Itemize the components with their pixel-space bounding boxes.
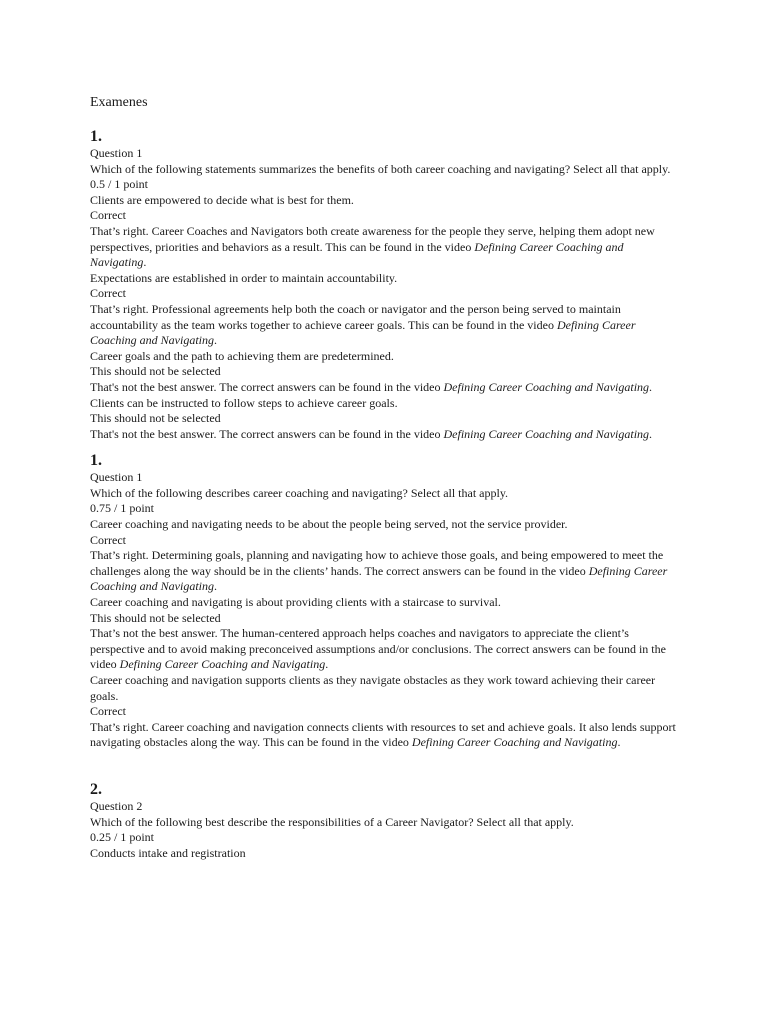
- feedback-end: .: [649, 379, 653, 394]
- video-title: Defining Career Coaching and Navigating: [90, 239, 624, 270]
- video-title: Defining Career Coaching and Navigating: [119, 657, 326, 672]
- video-title: Defining Career Coaching and Navigating: [90, 317, 636, 348]
- question-label: Question 1: [90, 146, 143, 160]
- feedback-text: That's not the best answer. The correct answers can be found in the video: [90, 426, 444, 441]
- feedback-text: That’s not the best answer. The human-centered approach helps coaches and navigators to appreciate the client’s perspective and to avoid making preconceived assumptions and/or conclusions. The correct answers can be found in the video: [90, 626, 666, 672]
- question-prompt: Which of the following statements summarizes the benefits of both career coaching and navigating? Select all that apply.: [90, 161, 671, 176]
- question-label: Question 2: [90, 798, 143, 813]
- answer-feedback: [90, 380, 680, 396]
- video-title: Defining Career Coaching and Navigating: [443, 426, 650, 441]
- answer-status: This should not be selected: [90, 411, 221, 426]
- answer-option: Career goals and the path to achieving them are predetermined.: [90, 348, 394, 363]
- answer-option: Career coaching and navigating is about providing clients with a staircase to survival.: [90, 595, 501, 610]
- spacer: [90, 751, 680, 781]
- answer-feedback: [90, 548, 680, 595]
- question-block: [90, 781, 680, 861]
- video-title: Defining Career Coaching and Navigating: [443, 379, 650, 394]
- question-number: 2.: [90, 780, 102, 798]
- feedback-text: That’s right. Career coaching and navigation connects clients with resources to set and achieve goals. It also lends support navigating obstacles along the way. This can be found in the video: [90, 719, 676, 750]
- feedback-text: That’s right. Professional agreements help both the coach or navigator and the person being served to maintain accountability as the team works together to achieve career goals. This can be found in the video: [90, 301, 621, 332]
- answer-option: Career coaching and navigating needs to be about the people being served, not the service provider.: [90, 517, 568, 532]
- answer-option: Expectations are established in order to maintain accountability.: [90, 270, 398, 285]
- answer-feedback: [90, 626, 680, 673]
- question-prompt: Which of the following describes career coaching and navigating? Select all that apply.: [90, 485, 509, 500]
- answer-feedback: [90, 427, 680, 443]
- answer-option: Conducts intake and registration: [90, 845, 246, 860]
- answer-option: Clients are empowered to decide what is best for them.: [90, 192, 354, 207]
- answer-feedback: [90, 224, 680, 271]
- video-title: Defining Career Coaching and Navigating: [90, 563, 668, 594]
- feedback-text: That's not the best answer. The correct answers can be found in the video: [90, 379, 444, 394]
- question-label: Question 1: [90, 470, 143, 485]
- question-number: 1.: [90, 128, 102, 145]
- question-number: 1.: [90, 452, 102, 470]
- question-score: 0.5 / 1 point: [90, 177, 149, 192]
- feedback-end: .: [325, 657, 329, 672]
- answer-status: This should not be selected: [90, 610, 221, 625]
- answer-option: Clients can be instructed to follow steps to achieve career goals.: [90, 395, 398, 410]
- feedback-end: .: [617, 735, 621, 750]
- feedback-text: That’s right. Career Coaches and Navigators both create awareness for the people they serve, helping them adopt new perspectives, priorities and behaviors as a result. This can be found in the video: [90, 223, 655, 254]
- feedback-end: .: [143, 255, 147, 270]
- document-title: Examenes: [90, 95, 148, 110]
- video-title: Defining Career Coaching and Navigating: [411, 735, 618, 750]
- feedback-text: That’s right. Determining goals, planning and navigating how to achieve those goals, and being empowered to meet the challenges along the way should be in the clients’ hands. The correct answers can be found in the video: [90, 548, 664, 578]
- document-page: [90, 94, 680, 861]
- answer-feedback: [90, 720, 680, 751]
- feedback-end: .: [214, 579, 217, 594]
- feedback-end: .: [649, 426, 653, 441]
- answer-status: Correct: [90, 208, 126, 223]
- question-score: 0.75 / 1 point: [90, 501, 155, 516]
- answer-status: Correct: [90, 532, 126, 547]
- answer-status: This should not be selected: [90, 364, 221, 379]
- answer-feedback: [90, 302, 680, 349]
- answer-status: Correct: [90, 286, 126, 301]
- question-prompt: Which of the following best describe the responsibilities of a Career Navigator? Select all that apply.: [90, 814, 574, 829]
- feedback-end: .: [214, 333, 217, 348]
- answer-option: Career coaching and navigation supports clients as they navigate obstacles as they work toward achieving their career goals.: [90, 673, 656, 703]
- question-score: 0.25 / 1 point: [90, 830, 155, 845]
- question-block: [90, 452, 680, 751]
- question-block: [90, 128, 680, 442]
- spacer: [90, 442, 680, 452]
- answer-status: Correct: [90, 704, 126, 719]
